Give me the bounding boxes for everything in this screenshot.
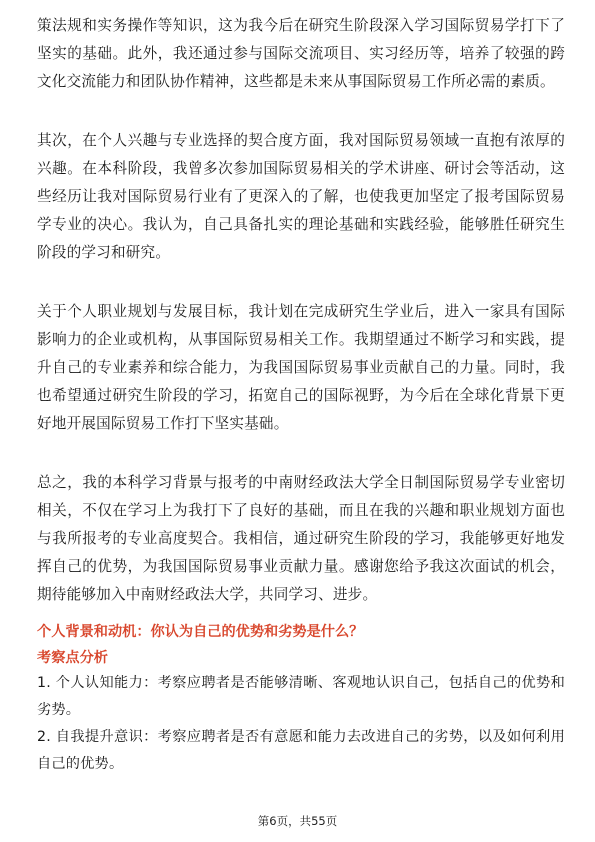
page-number-footer: 第6页，共55页 (257, 814, 338, 828)
body-paragraph-4: 总之，我的本科学习背景与报考的中南财经政法大学全日制国际贸易学专业密切相关，不仅在学习上为我打下了良好的基础，而且在我的兴趣和职业规划方面也与我所报考的专业高度契合。我相信，通过研究生阶段的学习，我能够更好地发挥自己的优势，为我国国际贸易事业贡献力量。感谢您给予我这次面试的机会，期待能够加入中南财经政法大学，共同学习、进步。 (37, 473, 565, 604)
paragraph-gap (37, 439, 565, 469)
paragraph-gap (37, 97, 565, 127)
analysis-item-2: 2. 自我提升意识：考察应聘者是否有意愿和能力去改进自己的劣势，以及如何利用自己的优势。 (37, 728, 565, 772)
analysis-item-1: 1. 个人认知能力：考察应聘者是否能够清晰、客观地认识自己，包括自己的优势和劣势。 (37, 674, 565, 718)
paragraph-gap (37, 268, 565, 298)
question-heading: 个人背景和动机：你认为自己的优势和劣势是什么？ (37, 623, 364, 640)
body-paragraph-2: 其次，在个人兴趣与专业选择的契合度方面，我对国际贸易领域一直抱有浓厚的兴趣。在本科阶段，我曾多次参加国际贸易相关的学术讲座、研讨会等活动，这些经历让我对国际贸易行业有了更深入的了解，也使我更加坚定了报考国际贸易学专业的决心。我认为，自己具备扎实的理论基础和实践经验，能够胜任研究生阶段的学习和研究。 (37, 131, 565, 262)
body-paragraph-3: 关于个人职业规划与发展目标，我计划在完成研究生学业后，进入一家具有国际影响力的企业或机构，从事国际贸易相关工作。我期望通过不断学习和实践，提升自己的专业素养和综合能力，为我国国际贸易事业贡献自己的力量。同时，我也希望通过研究生阶段的学习，拓宽自己的国际视野，为今后在全球化背景下更好地开展国际贸易工作打下坚实基础。 (37, 302, 565, 433)
analysis-title: 考察点分析 (37, 649, 108, 666)
document-page (37, 12, 565, 778)
body-paragraph-1: 策法规和实务操作等知识，这为我今后在研究生阶段深入学习国际贸易学打下了坚实的基础。此外，我还通过参与国际交流项目、实习经历等，培养了较强的跨文化交流能力和团队协作精神，这些都是未来从事国际贸易工作所必需的素质。 (37, 17, 565, 91)
